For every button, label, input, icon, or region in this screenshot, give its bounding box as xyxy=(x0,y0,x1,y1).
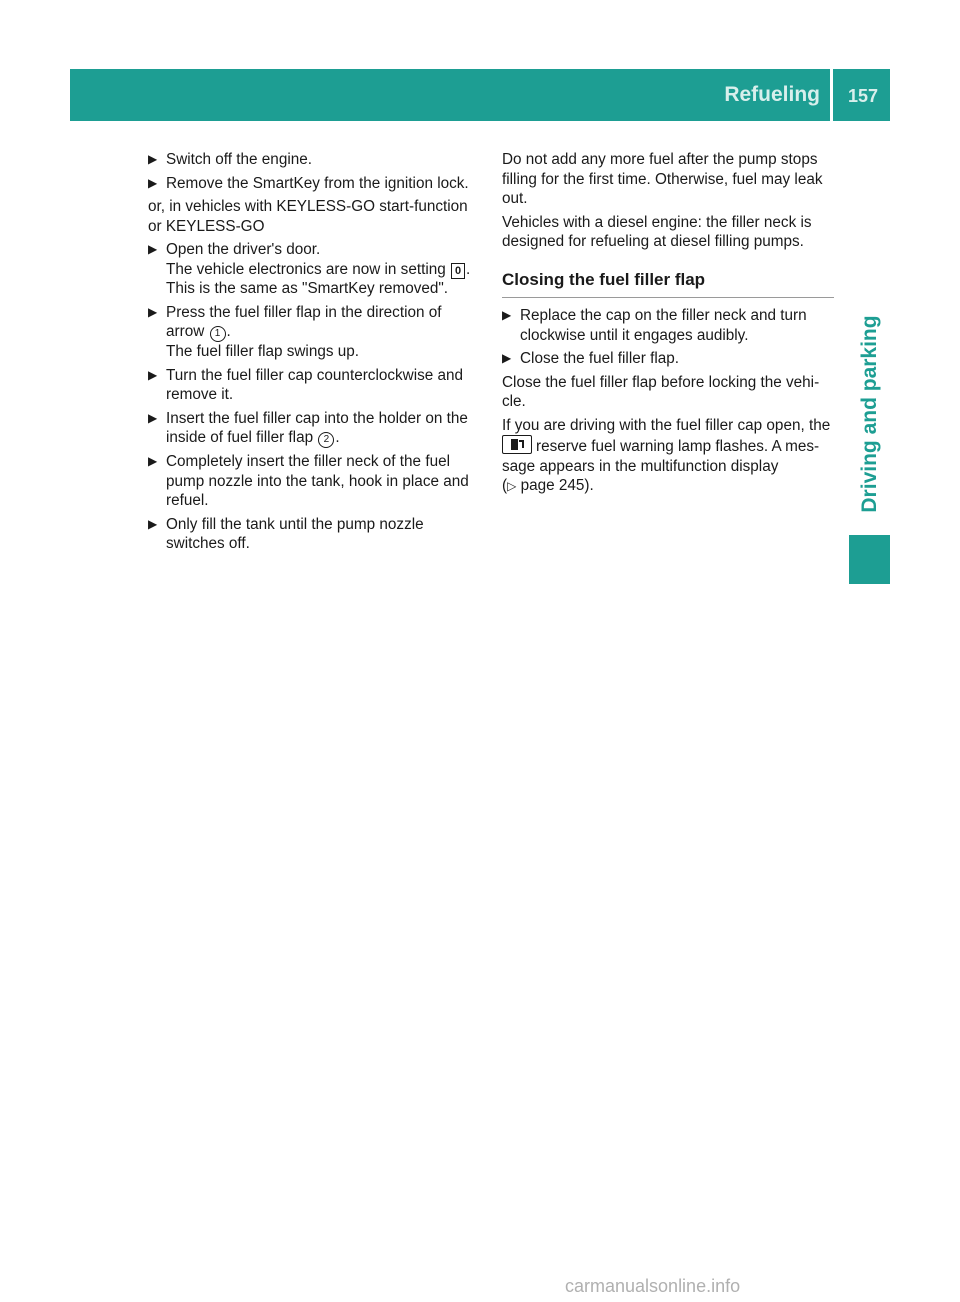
closing-flap-heading: Closing the fuel filler flap xyxy=(502,270,834,299)
triangle-right-icon: ▶ xyxy=(148,175,158,190)
key-position-zero-icon: 0 xyxy=(451,263,465,279)
triangle-right-icon: ▶ xyxy=(148,304,158,319)
diesel-paragraph: Vehicles with a diesel engine: the filler neck is designed for refueling at diesel filling pumps. xyxy=(502,213,812,250)
keyless-go-paragraph: or, in vehicles with KEYLESS-GO start-function or KEYLESS-GO xyxy=(148,198,468,235)
chapter-marker-block xyxy=(849,535,890,584)
watermark: carmanualsonline.info xyxy=(565,1276,741,1296)
chapter-tab-label: Driving and parking xyxy=(858,315,881,513)
page-reference[interactable]: page 245). xyxy=(520,477,594,494)
step-note: The fuel filler flap swings up. xyxy=(166,343,360,360)
triangle-right-icon: ▶ xyxy=(148,367,158,382)
warning-lamp-paragraph: If you are driving with the fuel filler cap open, the reserve fuel warning lamp flashes. A mes-sage appears in the multifunction display (▷ page 245). xyxy=(502,416,831,494)
step-fill-tank xyxy=(148,515,482,554)
callout-1: 1 xyxy=(210,326,226,342)
step-text: Close the fuel filler flap. xyxy=(520,350,679,367)
triangle-right-icon: ▶ xyxy=(148,152,158,166)
triangle-right-icon: ▶ xyxy=(502,308,512,322)
arrow-right-icon: ▷ xyxy=(507,479,517,493)
step-text: Insert the fuel filler cap into the holder on the inside of fuel filler flap xyxy=(166,409,468,446)
step-remove-smartkey xyxy=(148,174,482,194)
chapter-tab xyxy=(849,300,890,528)
callout-2: 2 xyxy=(318,432,334,448)
step-insert-nozzle xyxy=(148,452,482,511)
note-text: The vehicle electronics are now in setting xyxy=(166,260,446,278)
step-text: Open the driver's door. xyxy=(166,241,321,258)
triangle-right-icon: ▶ xyxy=(502,351,512,365)
page-number: 157 xyxy=(847,86,879,106)
step-note: This is the same as "SmartKey removed". xyxy=(166,280,449,297)
section-title: Refueling xyxy=(724,83,820,106)
step-replace-cap xyxy=(502,306,836,345)
step-open-door xyxy=(148,240,482,299)
triangle-right-icon: ▶ xyxy=(148,410,158,425)
header-bar xyxy=(70,69,890,121)
paragraph-text: reserve fuel warning lamp flashes. A mes-sage appears in the multifunction display xyxy=(502,438,820,475)
step-text: Press the fuel filler flap in the direction of arrow xyxy=(166,303,442,340)
step-text: Replace the cap on the filler neck and turn clockwise until it engages audibly. xyxy=(520,307,807,344)
step-text: . xyxy=(335,429,340,446)
step-text: . xyxy=(226,323,231,340)
step-text: Switch off the engine. xyxy=(166,151,312,168)
step-switch-off-engine xyxy=(148,150,482,170)
step-text: Remove the SmartKey from the ignition lock. xyxy=(166,174,469,192)
paragraph-text: If you are driving with the fuel filler cap open, the xyxy=(502,416,831,434)
step-text: Turn the fuel filler cap counterclockwise and remove it. xyxy=(166,366,464,403)
right-column xyxy=(502,150,836,501)
step-insert-cap xyxy=(148,409,482,449)
step-note xyxy=(166,260,482,280)
step-text: Completely insert the filler neck of the fuel pump nozzle into the tank, hook in place and refuel. xyxy=(166,453,469,509)
step-text: Only fill the tank until the pump nozzle switches off. xyxy=(166,515,424,552)
left-column xyxy=(148,150,482,558)
triangle-right-icon: ▶ xyxy=(148,242,158,256)
fuel-pump-icon xyxy=(502,435,532,454)
step-close-flap xyxy=(502,349,836,369)
header-divider xyxy=(830,69,833,121)
fuel-leak-paragraph: Do not add any more fuel after the pump stops filling for the first time. Otherwise, fuel may leak out. xyxy=(502,151,823,207)
step-press-flap xyxy=(148,303,482,362)
triangle-right-icon: ▶ xyxy=(148,454,158,468)
close-before-locking-paragraph: Close the fuel filler flap before locking the vehi-cle. xyxy=(502,373,820,410)
note-text: . xyxy=(466,260,471,278)
step-turn-cap xyxy=(148,366,482,405)
triangle-right-icon: ▶ xyxy=(148,516,158,531)
